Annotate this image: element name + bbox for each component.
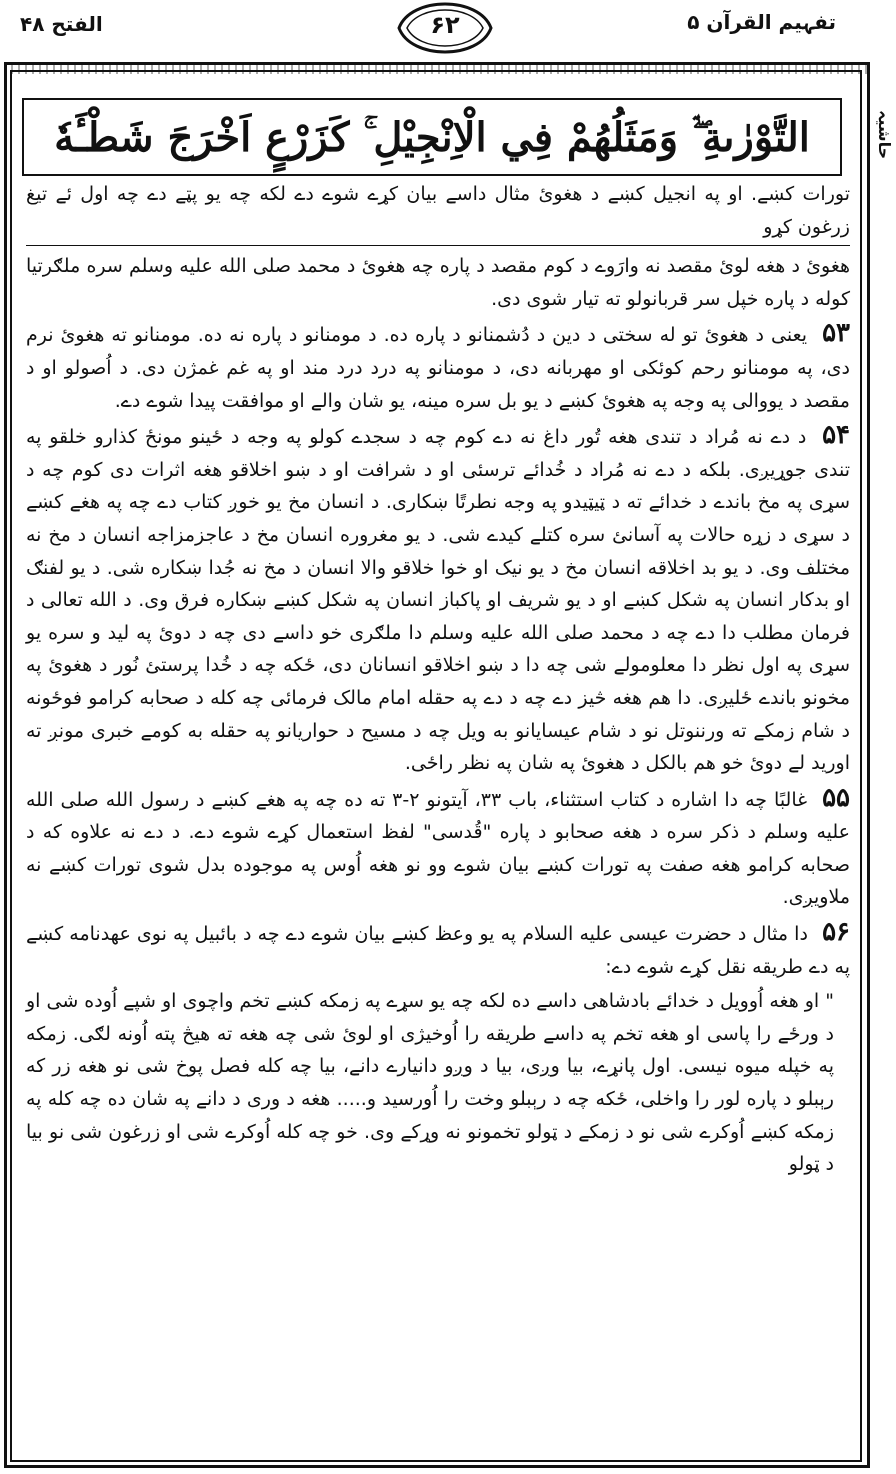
- page-number-ornament: [395, 2, 495, 54]
- paragraph-text: دا مثال د حضرت عیسی علیه السلام په یو وعظ کښے بیان شوے دے چه د بائبیل په نوی عهدنامه کښے په دے طریقه نقل کړے شوے دے:: [26, 923, 850, 978]
- verse-title: التَّوْرٰىةِ ۖۛ وَمَثَلُهُمْ فِي الْاِنْجِيْلِ ۚ كَزَرْعٍ اَخْرَجَ شَطْـَٔهٗ: [54, 113, 810, 161]
- footnote-paragraph: [26, 317, 850, 417]
- footnote-number: ۵۳: [822, 318, 851, 349]
- margin-note: حاشیہ: [875, 110, 894, 160]
- paragraph: [26, 178, 850, 246]
- footnote-number: ۵۴: [822, 420, 851, 451]
- paragraph: [26, 250, 850, 315]
- surah-reference: الفتح ۴۸: [20, 12, 103, 36]
- page-number: ۶۲: [430, 11, 460, 39]
- paragraph-text: هغوئ د هغه لوئ مقصد نه وارَوے د کوم مقصد د پاره چه هغوئ د محمد صلی الله علیه وسلم سره ملګرتیا کوله د پاره خپل سر قربانولو ته تیار شوی دی.: [26, 255, 850, 310]
- paragraph-text: تورات کښے. او په انجیل کښے د هغوئ مثال داسے بیان کړے شوے دے لکه چه یو پټے دے چه اول ئے تیغ زرغون کړو: [26, 183, 850, 238]
- paragraph-text: د دے نه مُراد د تندی هغه تُور داغ نه دے کوم چه د سجدے کولو په وجه د ځینو مونځ کذارو خلقو په تندی جوړیږی. بلکه د دے نه مُراد د خُدائے ترسئی او د شرافت او د ښو اخلاقو هغه اثرات دی کوم چه د سړی په مخ باندے د خدائے ته د ټیټیدو په وجه نطرتًا ښکاری. د انسان مخ یو خوږ کتاب دے چه په هغے کښے د سړی د زړه حالات په آسانئ سره کتلے کیدے شی. د یو مغروره انسان مخ د عاجزمزاجه انسان د مخ نه مختلف وی. د یو بد اخلاقه انسان مخ د یو نیک او خوا خلاقو والا انسان د مخ نه جُدا ښکاره شی. د یو لفنګ او بدکار انسان په شکل کښے او د یو شریف او پاکباز انسان په شکل کښے ښکاره فرق وی. د الله تعالی د فرمان مطلب دا دے چه د محمد صلی الله علیه وسلم دا ملګری خو داسے دی چه د دوئ په لید و سره یو سړی په اول نظر دا معلومولے شی چه دا د ښو اخلاقو انسانان دی، ځکه چه د خُدا پرستئ نُور د هغوئ په مخونو باندے ځلیږی. دا هم هغه څیز دے چه د دے په حقله امام مالک فرمائی چه کله د صحابه کرامو فوځونه د شام زمکے ته ورننوتل نو د شام عیسایانو به ویل چه د مسیح د حواریانو په حقله به کومے خبری مونږ ته اورید لے دوئ خو هم بالکل د هغوئ په شان په نظر راځی.: [26, 426, 850, 775]
- paragraph-text: " او هغه اُوویل د خدائے بادشاهی داسے ده لکه چه یو سړے په زمکه کښے تخم واچوی او شپے اُوده شی او د ورځے را پاسی او هغه تخم په داسے طریقه را اُوخیژی او لوئ شی چه هغه ته هیڅ پته اُونه لګی. زمکه په خپله میوه نیسی. اول پانړے، بیا وږی، بیا د وږو دانیارے دانے، بیا چه کله فصل پوخ شی نو هغه زر که رېبلو د پاره لور را واخلی، ځکه چه د رېبلو وخت را اُورسید و..... هغه د وری د دانے په شان ده چه کله په زمکه کښے اُوکرے شی نو د زمکے د ټولو تخمونو نه وړکے وی. خو چه کله اُوکرے شی او زرغون شی نو بیا د ټولو: [25, 990, 834, 1176]
- footnote-number: ۵۵: [822, 782, 851, 813]
- verse-title-box: [22, 98, 842, 176]
- footnote-paragraph: [26, 419, 850, 780]
- scripture-quote: [26, 985, 850, 1181]
- paragraph-text: غالبًا چه دا اشاره د کتاب استثناء، باب ۳۳، آیتونو ۲-۳ ته ده چه په هغے کښے د رسول الله صلی الله علیه وسلم د ذکر سره د هغه صحابو د پاره "قُدسی" لفظ استعمال کړے شوے دے. د دے نه علاوه که د صحابه کرامو هغه صفت په تورات کښے بیان شوے وو نو هغه اُوس په موجوده بدل شوی تورات کښے نه ملاویږی.: [26, 788, 850, 909]
- commentary-body: [26, 178, 850, 1183]
- book-title: تفہیم القرآن ۵: [687, 10, 836, 34]
- footnote-paragraph: [26, 916, 850, 983]
- footnote-number: ۵۶: [822, 917, 850, 948]
- footnote-paragraph: [26, 782, 850, 914]
- paragraph-text: یعنی د هغوئ تو له سختی د دین د دُشمنانو د پاره ده. د مومنانو د پاره نه ده. مومنانو ته هغوئ نرم دی، په مومنانو رحم کوئکی او مهربانه دی، د مومنانو په درد درد مند او په غم غمژن دی. د اُصولو او د مقصد د یووالی په وجه په هغوئ کښے د یو بل سره مینه، یو شان والے او موافقت پیدا شوے دے.: [26, 324, 850, 412]
